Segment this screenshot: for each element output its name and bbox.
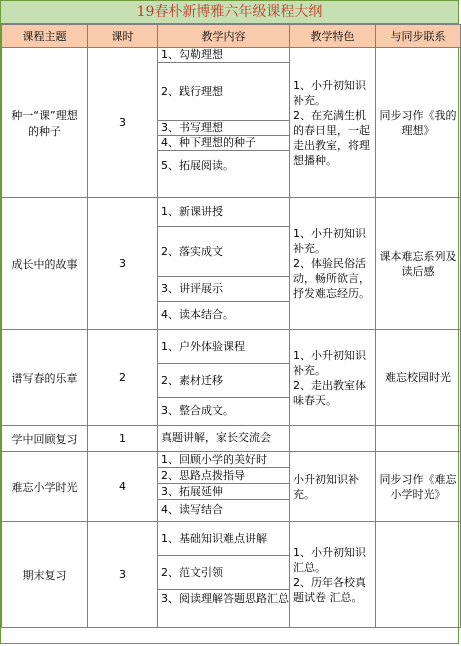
- table-row: [2, 48, 461, 198]
- sync-link-cell: [376, 426, 461, 452]
- content-item: 4、读写结合: [161, 503, 223, 516]
- content-item: 2、践行理想: [158, 63, 289, 121]
- sync-link-cell: 同步习作《我的理想》: [376, 48, 461, 198]
- sync-link-cell: [376, 522, 461, 628]
- content-item: 5、拓展阅读。: [161, 158, 234, 172]
- content-item: 4、种下理想的种子: [158, 136, 289, 151]
- content-item: 3、书写理想: [158, 121, 289, 136]
- content-item: 真题讲解，家长交流会: [161, 431, 271, 444]
- hours-cell: 3: [88, 198, 158, 330]
- content-cell: [158, 48, 290, 198]
- topic-cell: 种一“课”理想的种子: [2, 48, 88, 198]
- content-cell: [158, 330, 290, 426]
- table-row: [2, 452, 461, 522]
- content-item: 1、回顾小学的美好时: [158, 452, 289, 468]
- content-cell: [158, 452, 290, 522]
- content-item: 3、讲评展示: [158, 277, 289, 302]
- content-item: 2、素材迁移: [158, 364, 289, 398]
- sync-link-cell: 同步习作《难忘小学时光》: [376, 452, 461, 522]
- feature-cell: [290, 426, 376, 452]
- content-item: 3、阅读理解答题思路汇总: [161, 592, 289, 605]
- content-cell: [158, 426, 290, 452]
- header-row: [2, 25, 461, 48]
- topic-cell: 期末复习: [2, 522, 88, 628]
- content-item: 2、落实成文: [158, 227, 289, 277]
- topic-cell: 难忘小学时光: [2, 452, 88, 522]
- feature-cell: 小升初知识补充。: [290, 452, 376, 522]
- header-content: 教学内容: [158, 25, 290, 48]
- header-feature: 教学特色: [290, 25, 376, 48]
- content-cell: [158, 522, 290, 628]
- content-item: 1、新课讲授: [158, 198, 289, 227]
- content-item: 4、读本结合。: [161, 307, 234, 321]
- topic-cell: 学中回顾复习: [2, 426, 88, 452]
- syllabus-body: [2, 48, 461, 628]
- hours-cell: 3: [88, 522, 158, 628]
- syllabus-table: [1, 24, 461, 628]
- content-item: 2、思路点拨指导: [158, 468, 289, 484]
- hours-cell: 4: [88, 452, 158, 522]
- content-item: 1、基础知识难点讲解: [158, 522, 289, 556]
- sheet-title: 19春朴新博雅六年级课程大纲: [1, 1, 458, 24]
- feature-cell: 1、小升初知识补充。 2、在充满生机的春日里，一起走出教室，将理想播种。: [290, 48, 376, 198]
- hours-cell: 2: [88, 330, 158, 426]
- sync-link-cell: 课本难忘系列及读后感: [376, 198, 461, 330]
- feature-cell: 1、小升初知识补充。 2、体验民俗活动，畅所欲言，抒发难忘经历。: [290, 198, 376, 330]
- table-row: [2, 522, 461, 628]
- table-row: [2, 330, 461, 426]
- content-item: 3、整合成文。: [161, 404, 234, 417]
- topic-cell: 谱写春的乐章: [2, 330, 88, 426]
- header-link: 与同步联系: [376, 25, 461, 48]
- header-topic: 课程主题: [2, 25, 88, 48]
- topic-cell: 成长中的故事: [2, 198, 88, 330]
- header-hours: 课时: [88, 25, 158, 48]
- feature-cell: 1、小升初知识补充。 2、走出教室体味春天。: [290, 330, 376, 426]
- content-item: 1、户外体验课程: [158, 330, 289, 364]
- content-item: 1、勾勒理想: [158, 48, 289, 63]
- content-item: 2、范文引领: [158, 556, 289, 590]
- content-cell: [158, 198, 290, 330]
- feature-cell: 1、小升初知识汇总。 2、历年各校真题试卷 汇总。: [290, 522, 376, 628]
- content-item: 3、拓展延伸: [158, 484, 289, 500]
- table-row: [2, 198, 461, 330]
- hours-cell: 3: [88, 48, 158, 198]
- table-row: [2, 426, 461, 452]
- sync-link-cell: 难忘校园时光: [376, 330, 461, 426]
- hours-cell: 1: [88, 426, 158, 452]
